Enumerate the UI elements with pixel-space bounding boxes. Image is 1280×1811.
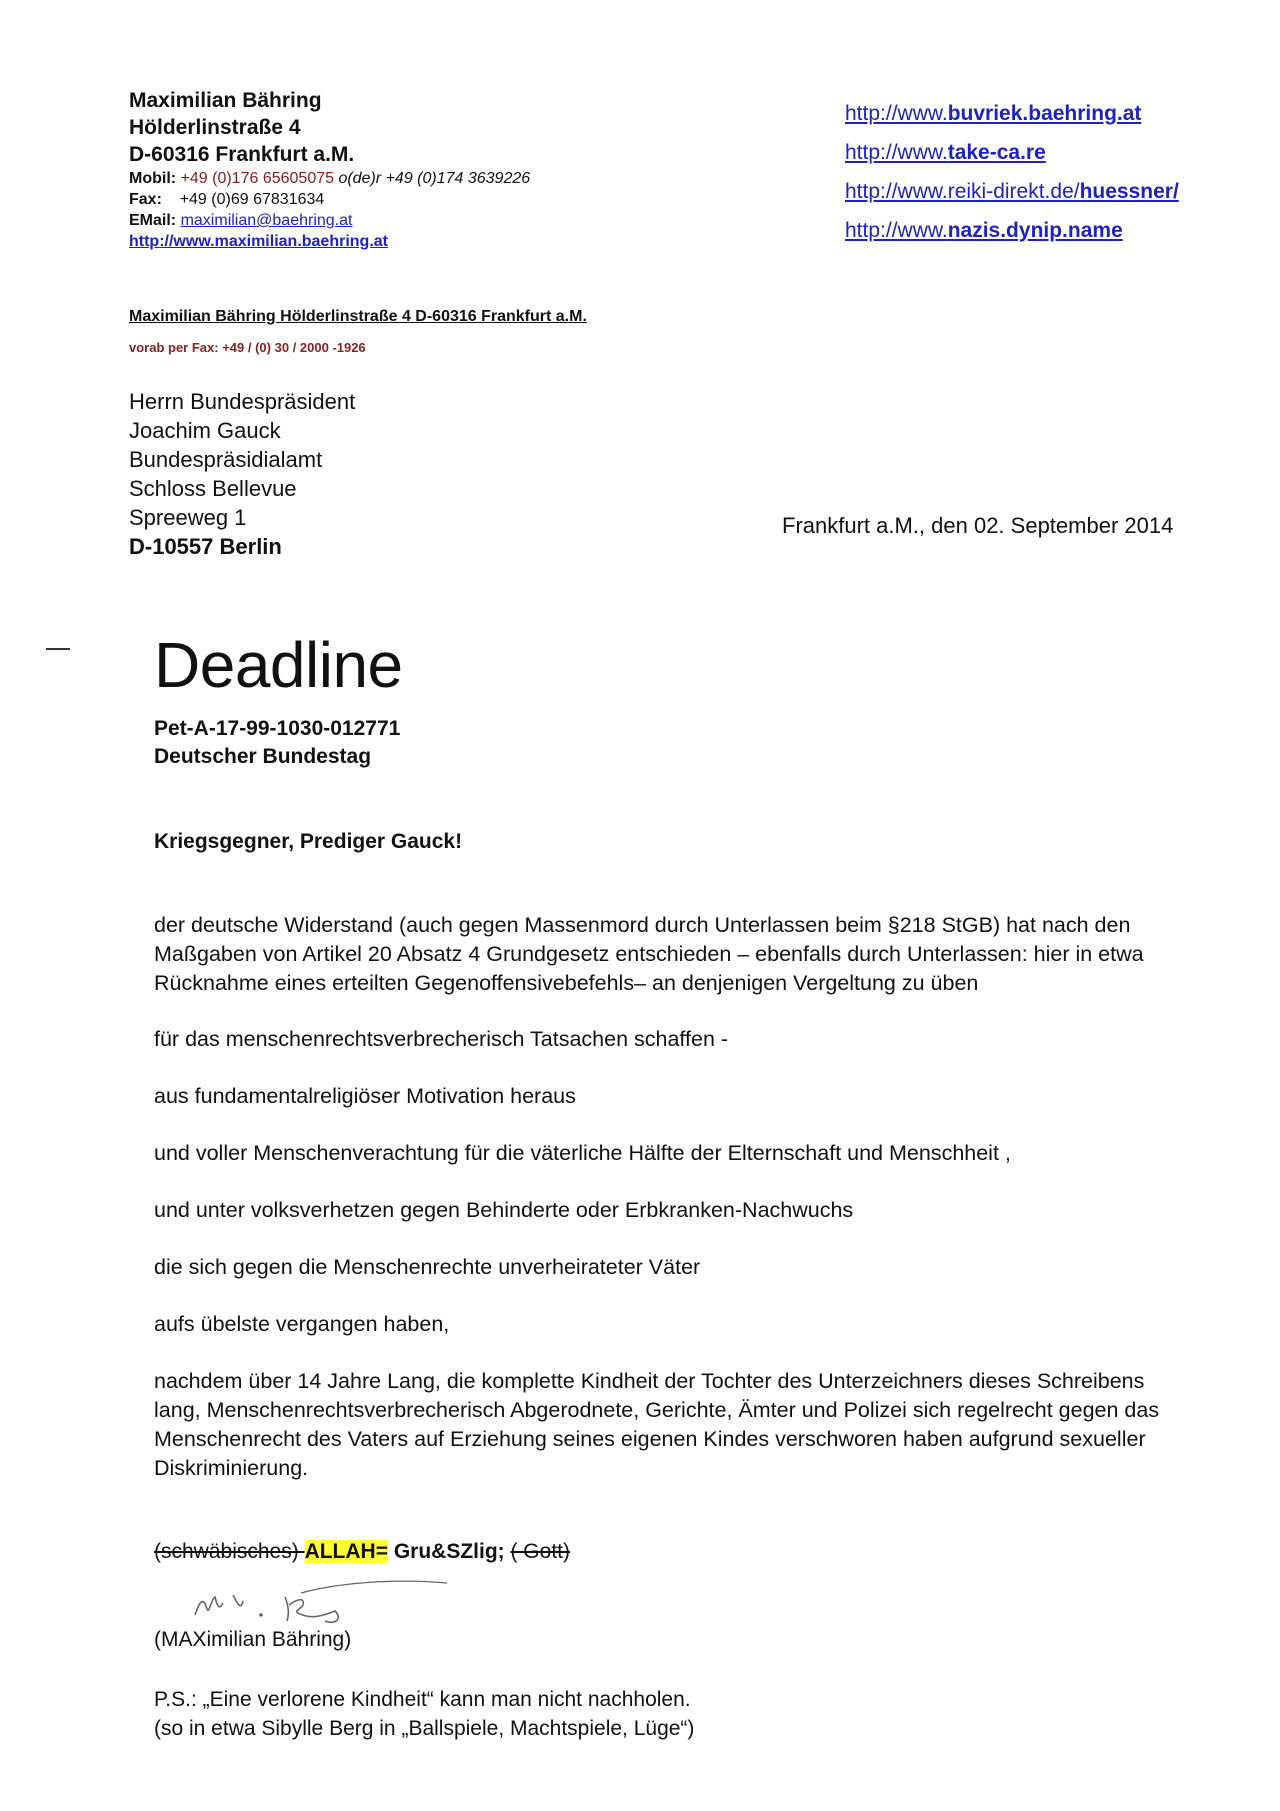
- postscript-line-2: (so in etwa Sibylle Berg in „Ballspiele, Machtspiele, Lüge“): [154, 1717, 695, 1740]
- link-buvriek[interactable]: http://www.buvriek.baehring.at: [845, 102, 1142, 125]
- body-paragraph-5: und unter volksverhetzen gegen Behinderte oder Erbkranken-Nachwuchs: [154, 1198, 854, 1222]
- return-address: Maximilian Bähring Hölderlinstraße 4 D-60316 Frankfurt a.M.: [129, 308, 587, 325]
- sender-website: [129, 234, 530, 250]
- body-paragraph-8: nachdem über 14 Jahre Lang, die komplette Kindheit der Tochter des Unterzeichners dieses Schreibens lang, Menschenrechtsverbrecherisch Abgerodnete, Gerichte, Ämter und Polizei sich regelrecht gegen das Menschenrecht des Vaters auf Erziehung seines eigenen Kindes verschworen haben aufgrund sexueller Diskriminierung.: [154, 1369, 1160, 1480]
- closing-main: Gru&SZlig;: [387, 1540, 511, 1563]
- body-paragraph-6: die sich gegen die Menschenrechte unverheirateter Väter: [154, 1255, 701, 1279]
- closing-line: [154, 1540, 570, 1564]
- body-paragraph-4: und voller Menschenverachtung für die väterliche Hälfte der Elternschaft und Menschheit ,: [154, 1141, 1011, 1165]
- reference-institution: Deutscher Bundestag: [154, 745, 372, 768]
- via-fax-note: vorab per Fax: +49 / (0) 30 / 2000 -1926: [129, 340, 366, 355]
- postscript-line-1: P.S.: „Eine verlorene Kindheit“ kann man nicht nachholen.: [154, 1688, 691, 1711]
- body-paragraph-7: aufs übelste vergangen haben,: [154, 1312, 450, 1336]
- sender-city: D-60316 Frankfurt a.M.: [129, 143, 355, 166]
- website-links: [845, 102, 1179, 258]
- email-label: EMail:: [129, 212, 177, 229]
- sender-email: [129, 213, 530, 229]
- body-paragraph-2: für das menschenrechtsverbrecherisch Tatsachen schaffen -: [154, 1027, 729, 1051]
- sender-mobile: [129, 171, 530, 187]
- body-paragraph-3: aus fundamentalreligiöser Motivation heraus: [154, 1084, 576, 1108]
- reference-number: Pet-A-17-99-1030-012771: [154, 717, 401, 740]
- closing-struck-1: (schwäbisches): [154, 1540, 305, 1563]
- fax-label: Fax:: [129, 191, 162, 208]
- recipient-line: Spreeweg 1: [129, 505, 247, 530]
- email-link[interactable]: maximilian@baehring.at: [180, 212, 353, 229]
- signature-name: (MAXimilian Bähring): [154, 1628, 352, 1651]
- recipient-address: [129, 387, 355, 561]
- recipient-city: D-10557 Berlin: [129, 534, 282, 559]
- signature-image: [185, 1575, 455, 1635]
- postscript: [154, 1685, 694, 1743]
- mobile-label: Mobil:: [129, 170, 177, 187]
- fax-number: +49 (0)69 67831634: [179, 191, 325, 208]
- headline: Deadline: [154, 629, 403, 701]
- recipient-line: Schloss Bellevue: [129, 476, 297, 501]
- closing-struck-2: ( Gott): [510, 1540, 570, 1563]
- sender-block: [129, 90, 530, 255]
- mobile-number: +49 (0)176 65605075: [176, 170, 339, 187]
- body-paragraph-1: der deutsche Widerstand (auch gegen Massenmord durch Unterlassen beim §218 StGB) hat nach den Maßgaben von Artikel 20 Absatz 4 Grundgesetz entschieden – ebenfalls durch Unterlassen: hier in etwa Rücknahme eines erteilten Gegenoffensivebefehls– an denjenigen Vergeltung zu üben: [154, 913, 1144, 995]
- recipient-line: Herrn Bundespräsident: [129, 389, 356, 414]
- reference-block: [154, 715, 400, 771]
- website-link[interactable]: http://www.maximilian.baehring.at: [129, 233, 388, 250]
- sender-street: Hölderlinstraße 4: [129, 116, 301, 139]
- link-nazis[interactable]: http://www.nazis.dynip.name: [845, 219, 1123, 242]
- sender-name: Maximilian Bähring: [129, 89, 322, 112]
- recipient-line: Joachim Gauck: [129, 418, 281, 443]
- letter-date: Frankfurt a.M., den 02. September 2014: [782, 513, 1174, 538]
- mobile-alt: o(de)r +49 (0)174 3639226: [338, 170, 531, 187]
- fold-mark: [46, 648, 70, 650]
- salutation: Kriegsgegner, Prediger Gauck!: [154, 830, 463, 853]
- sender-fax: [129, 192, 530, 208]
- closing-highlight: ALLAH=: [304, 1540, 388, 1563]
- link-take-care[interactable]: http://www.take-ca.re: [845, 141, 1046, 164]
- recipient-line: Bundespräsidialamt: [129, 447, 323, 472]
- link-reiki[interactable]: http://www.reiki-direkt.de/huessner/: [845, 180, 1179, 203]
